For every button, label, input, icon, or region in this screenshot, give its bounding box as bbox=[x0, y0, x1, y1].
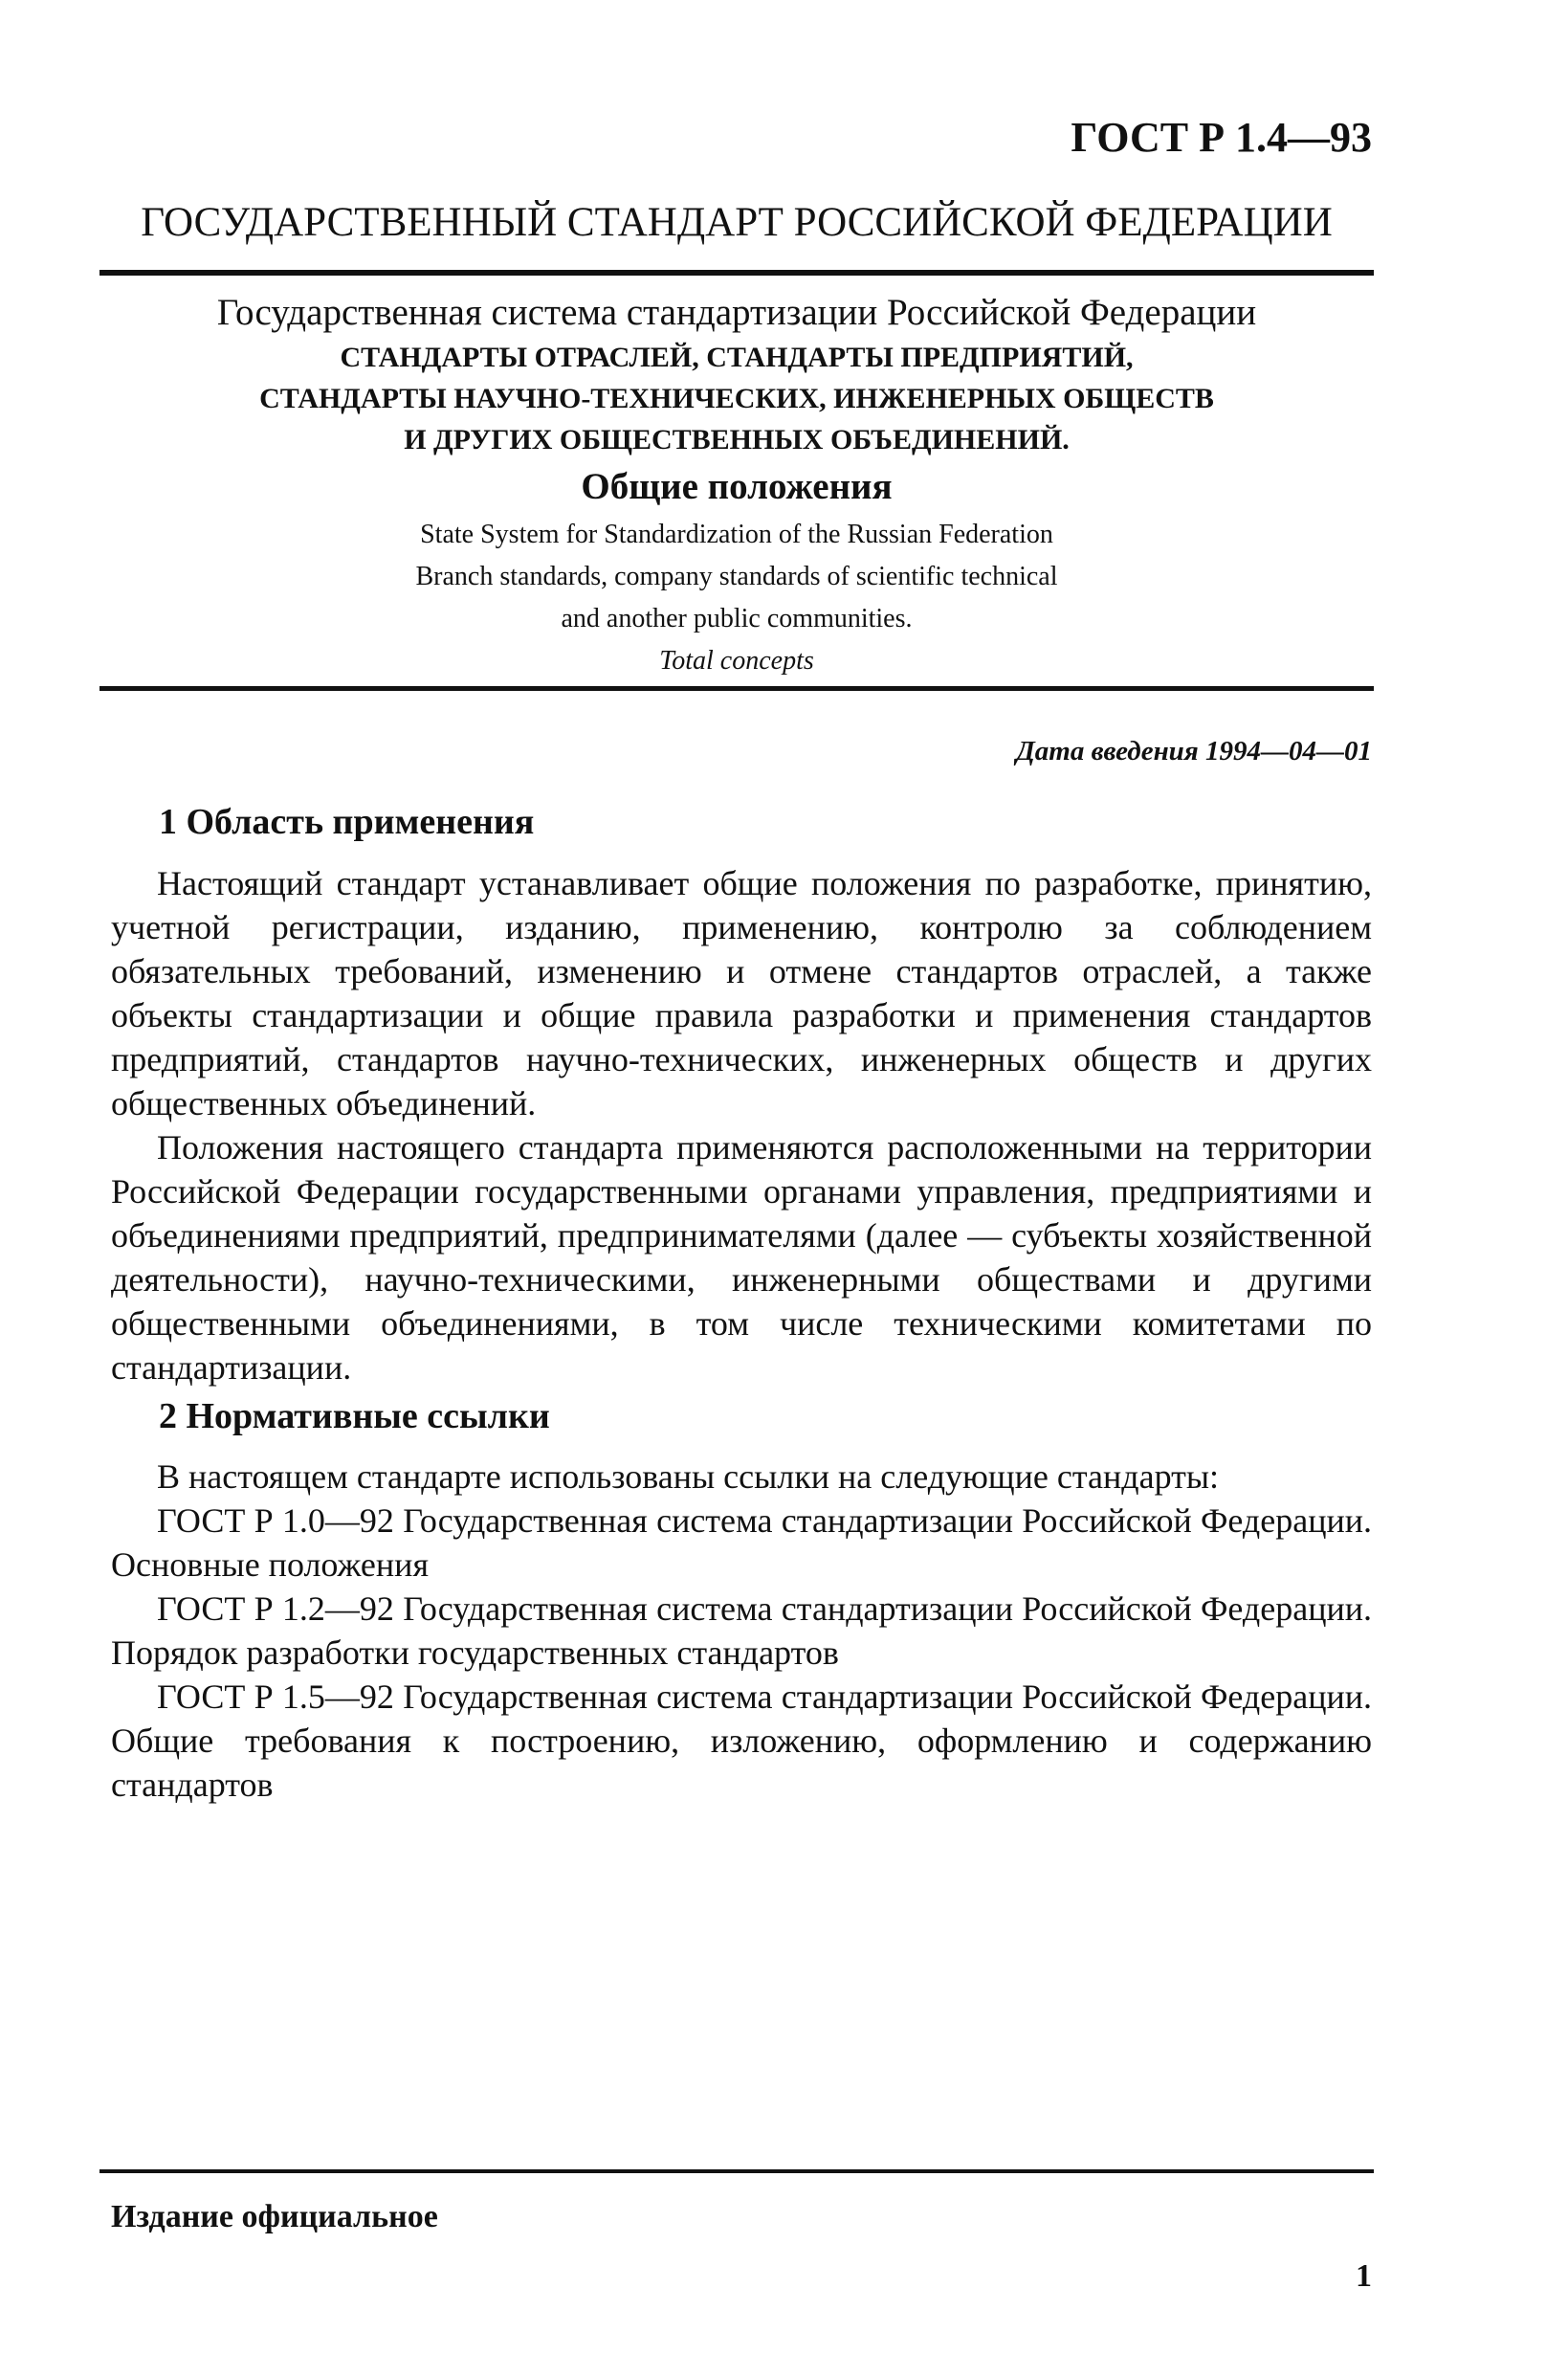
introduction-date: Дата введения 1994—04—01 bbox=[1015, 736, 1372, 766]
footer-rule bbox=[99, 2169, 1374, 2173]
paragraph: Положения настоящего стандарта применяются расположенными на территории Российской Федерации государственными органами управления, предприятиями и объединениями предприятий, предпринимателями (далее — субъекты хозяйственной деятельности), научно-техническими, инженерными обществами и другими общественными объединениями, в том числе техническими комитетами по стандартизации. bbox=[111, 1128, 1372, 1387]
english-title-line: Branch standards, company standards of scientific technical bbox=[415, 562, 1058, 591]
section-2-body bbox=[111, 1455, 1372, 1807]
subtitle: Общие положения bbox=[581, 466, 893, 507]
caps-title-line: СТАНДАРТЫ НАУЧНО-ТЕХНИЧЕСКИХ, ИНЖЕНЕРНЫХ ОБЩЕСТВ bbox=[259, 383, 1214, 414]
system-title: Государственная система стандартизации Российской Федерации bbox=[216, 292, 1257, 333]
page-number: 1 bbox=[1356, 2258, 1372, 2294]
title-block bbox=[99, 289, 1374, 682]
english-subtitle: Total concepts bbox=[659, 646, 814, 676]
section-2-heading: 2 Нормативные ссылки bbox=[159, 1396, 550, 1436]
section-1-body bbox=[111, 861, 1372, 1389]
caps-title-line: И ДРУГИХ ОБЩЕСТВЕННЫХ ОБЪЕДИНЕНИЙ. bbox=[404, 424, 1070, 455]
reference-item: ГОСТ Р 1.2—92 Государственная система стандартизации Российской Федерации. Порядок разработки государственных стандартов bbox=[111, 1589, 1372, 1672]
edition-note: Издание официальное bbox=[111, 2199, 438, 2234]
paragraph: В настоящем стандарте использованы ссылки на следующие стандарты: bbox=[157, 1457, 1220, 1496]
title-rule bbox=[99, 686, 1374, 691]
paragraph: Настоящий стандарт устанавливает общие положения по разработке, принятию, учетной регистрации, изданию, применению, контролю за соблюдением обязательных требований, изменению и отмене стандартов отраслей, а также объекты стандартизации и общие правила разработки и применения стандартов предприятий, стандартов научно-технических, инженерных обществ и других общественных объединений. bbox=[111, 864, 1372, 1122]
reference-item: ГОСТ Р 1.0—92 Государственная система стандартизации Российской Федерации. Основные положения bbox=[111, 1501, 1372, 1584]
english-title-line: State System for Standardization of the Russian Federation bbox=[420, 520, 1053, 549]
reference-item: ГОСТ Р 1.5—92 Государственная система стандартизации Российской Федерации. Общие требования к построению, изложению, оформлению и содержанию стандартов bbox=[111, 1677, 1372, 1804]
caps-title-line: СТАНДАРТЫ ОТРАСЛЕЙ, СТАНДАРТЫ ПРЕДПРИЯТИЙ, bbox=[340, 342, 1134, 373]
section-1-heading: 1 Область применения bbox=[159, 802, 535, 842]
english-title-line: and another public communities. bbox=[561, 604, 913, 633]
state-standard-title: ГОСУДАРСТВЕННЫЙ СТАНДАРТ РОССИЙСКОЙ ФЕДЕРАЦИИ bbox=[141, 200, 1333, 245]
header-rule bbox=[99, 270, 1374, 276]
document-code: ГОСТ Р 1.4—93 bbox=[1071, 114, 1372, 161]
